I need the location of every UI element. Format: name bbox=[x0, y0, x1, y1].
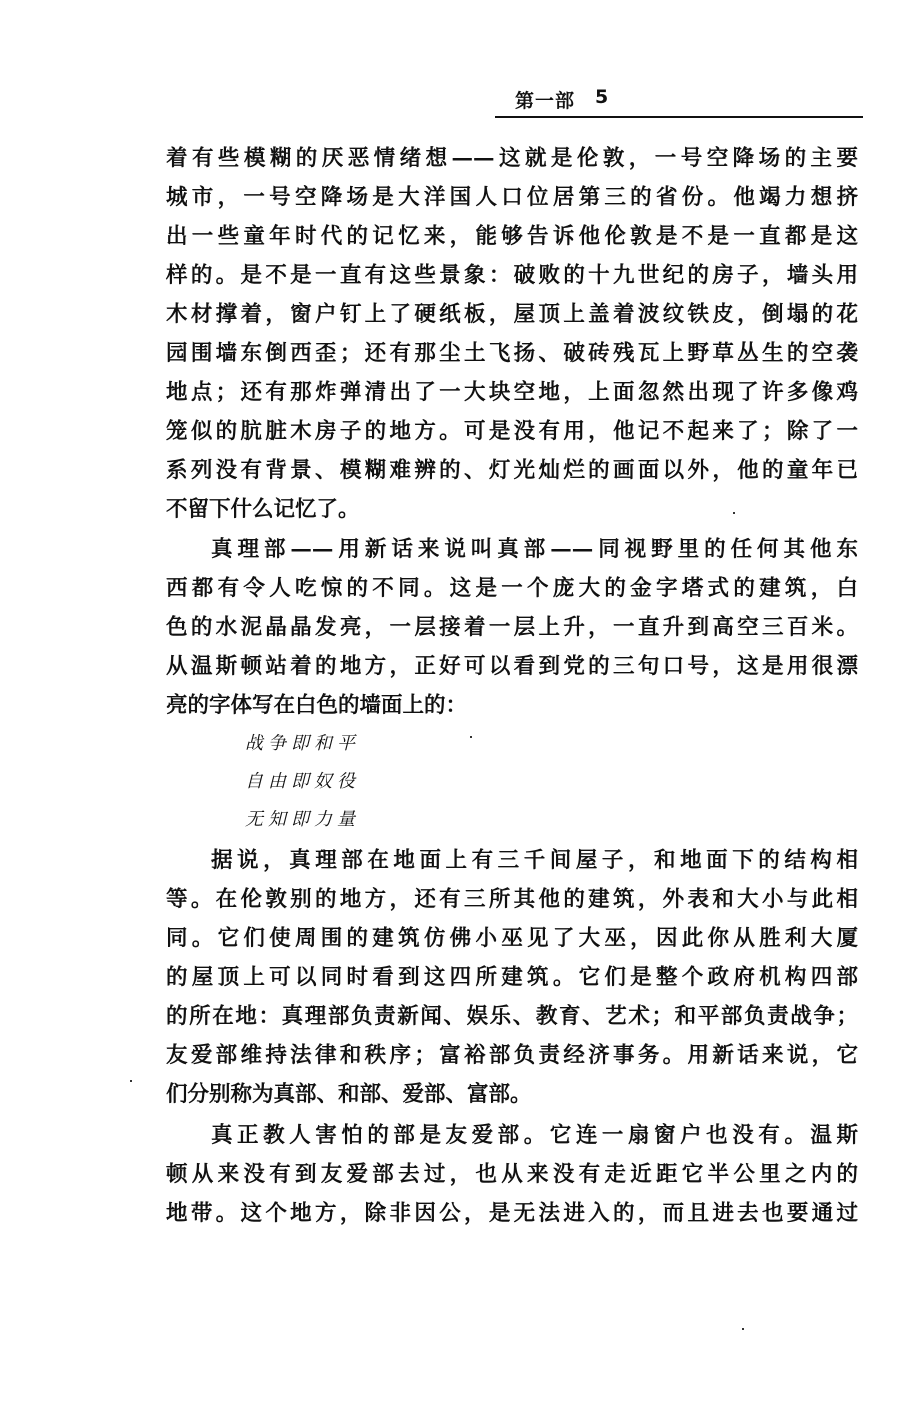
text-line: 城市，一号空降场是大洋国人口位居第三的省份。他竭力想挤 bbox=[166, 185, 858, 210]
part-title: 第一部 bbox=[515, 90, 576, 112]
scan-speck bbox=[470, 736, 472, 738]
scan-speck bbox=[742, 1328, 744, 1330]
text-line: 的所在地：真理部负责新闻、娱乐、教育、艺术；和平部负责战争； bbox=[166, 1004, 858, 1029]
text-line: 木材撑着，窗户钉上了硬纸板，屋顶上盖着波纹铁皮，倒塌的花 bbox=[166, 302, 858, 327]
text-line: 亮的字体写在白色的墙面上的： bbox=[166, 693, 468, 718]
text-line: 同。它们使周围的建筑仿佛小巫见了大巫，因此你从胜利大厦 bbox=[166, 926, 858, 951]
text-line: 等。在伦敦别的地方，还有三所其他的建筑，外表和大小与此相 bbox=[166, 887, 858, 912]
slogan-line: 战争即和平 bbox=[245, 733, 360, 754]
text-line: 园围墙东倒西歪；还有那尘土飞扬、破砖残瓦上野草丛生的空袭 bbox=[166, 341, 858, 366]
text-line: 样的。是不是一直有这些景象：破败的十九世纪的房子，墙头用 bbox=[166, 263, 858, 288]
text-line: 色的水泥晶晶发亮，一层接着一层上升，一直升到高空三百米。 bbox=[166, 615, 858, 640]
text-line: 顿从来没有到友爱部去过，也从来没有走近距它半公里之内的 bbox=[166, 1162, 858, 1187]
text-line: 出一些童年时代的记忆来，能够告诉他伦敦是不是一直都是这 bbox=[166, 224, 858, 249]
slogan-line: 自由即奴役 bbox=[245, 771, 360, 792]
scan-speck bbox=[733, 512, 735, 514]
scan-speck bbox=[130, 1080, 132, 1082]
text-line: 系列没有背景、模糊难辨的、灯光灿烂的画面以外，他的童年已 bbox=[166, 458, 858, 483]
text-line: 友爱部维持法律和秩序；富裕部负责经济事务。用新话来说，它 bbox=[166, 1043, 858, 1068]
text-line: 据说，真理部在地面上有三千间屋子，和地面下的结构相 bbox=[211, 848, 858, 873]
text-line: 地点；还有那炸弹清出了一大块空地，上面忽然出现了许多像鸡 bbox=[166, 380, 858, 405]
running-header bbox=[495, 80, 863, 118]
text-line: 着有些模糊的厌恶情绪想——这就是伦敦，一号空降场的主要 bbox=[166, 146, 858, 171]
text-line: 从温斯顿站着的地方，正好可以看到党的三句口号，这是用很漂 bbox=[166, 654, 858, 679]
text-line: 不留下什么记忆了。 bbox=[166, 497, 360, 522]
text-line: 真正教人害怕的部是友爱部。它连一扇窗户也没有。温斯 bbox=[211, 1123, 858, 1148]
page-number: 5 bbox=[595, 86, 609, 108]
text-line: 笼似的肮脏木房子的地方。可是没有用，他记不起来了；除了一 bbox=[166, 419, 858, 444]
text-line: 的屋顶上可以同时看到这四所建筑。它们是整个政府机构四部 bbox=[166, 965, 858, 990]
text-line: 地带。这个地方，除非因公，是无法进入的，而且进去也要通过 bbox=[166, 1201, 858, 1226]
text-line: 们分别称为真部、和部、爱部、富部。 bbox=[166, 1082, 532, 1107]
slogan-line: 无知即力量 bbox=[245, 809, 360, 830]
text-line: 真理部——用新话来说叫真部——同视野里的任何其他东 bbox=[211, 537, 858, 562]
text-line: 西都有令人吃惊的不同。这是一个庞大的金字塔式的建筑，白 bbox=[166, 576, 858, 601]
